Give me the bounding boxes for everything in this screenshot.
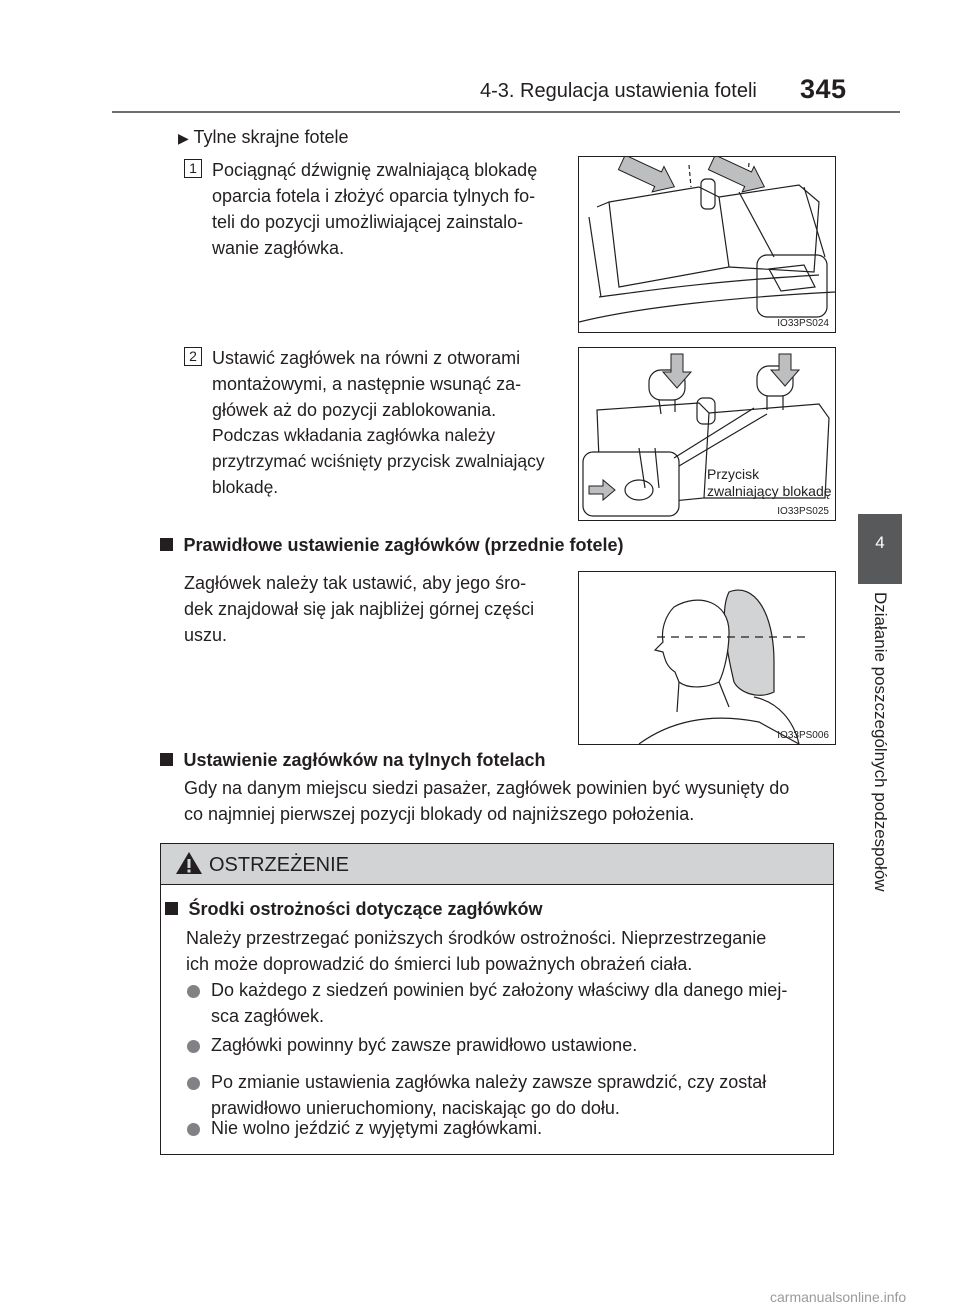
- figure-folded-seatbacks: [578, 156, 836, 333]
- callout-line: Przycisk: [707, 466, 760, 482]
- rear-heading: [178, 127, 349, 148]
- warning-intro-line: ich może doprowadzić do śmierci lub poważnych obrażeń ciała.: [186, 954, 693, 974]
- round-bullet-icon: [187, 985, 200, 998]
- step-2-note: [212, 422, 558, 500]
- front-line: Zagłówek należy tak ustawić, aby jego śro-: [184, 573, 527, 593]
- front-heading: [160, 535, 624, 556]
- rear-setting-heading-text: Ustawienie zagłówków na tylnych fotelach: [183, 750, 546, 770]
- step-1-line: wanie zagłówka.: [212, 238, 345, 258]
- watermark: carmanualsonline.info: [770, 1289, 907, 1305]
- chapter-side-label: [858, 592, 902, 932]
- rear-heading-text: Tylne skrajne fotele: [193, 127, 349, 147]
- callout-line: zwalniający blokadę: [707, 483, 832, 499]
- warning-intro-line: Należy przestrzegać poniższych środków ostrożności. Nieprzestrzeganie: [186, 928, 767, 948]
- warning-bullet-line: Nie wolno jeździć z wyjętymi zagłówkami.: [211, 1118, 543, 1138]
- step-2-line: montażowymi, a następnie wsunąć za-: [212, 374, 522, 394]
- front-text: [184, 570, 558, 648]
- front-line: dek znajdował się jak najbliżej górnej części: [184, 599, 535, 619]
- rear-seat-illustration: [579, 157, 835, 332]
- step-2-text: [212, 345, 558, 423]
- step-2-number-box: 2: [184, 347, 202, 366]
- triangle-bullet-icon: ▶: [178, 130, 189, 146]
- warning-bullet: [211, 1115, 816, 1141]
- rear-setting-heading: [160, 750, 546, 771]
- figure-front-headrest: [578, 571, 836, 745]
- round-bullet-icon: [187, 1077, 200, 1090]
- step-2-line: Ustawić zagłówek na równi z otworami: [212, 348, 521, 368]
- chapter-tab: 4: [858, 514, 902, 584]
- chapter-title: Działanie poszczególnych podzespołów: [871, 592, 890, 892]
- step-1-line: teli do pozycji umożliwiającej zainstalo-: [212, 212, 524, 232]
- warning-bullet-line: Do każdego z siedzeń powinien być założony właściwy dla danego miej-: [211, 980, 788, 1000]
- front-headrest-illustration: [579, 572, 835, 744]
- warning-box: [160, 843, 834, 1155]
- step-2-note-line: blokadę.: [212, 477, 279, 497]
- warning-bullet-line: Po zmianie ustawienia zagłówka należy zawsze sprawdzić, czy został: [211, 1072, 767, 1092]
- release-button-callout: [707, 466, 832, 500]
- rear-setting-line: co najmniej pierwszej pozycji blokady od najniższego położenia.: [184, 804, 695, 824]
- front-line: uszu.: [184, 625, 228, 645]
- step-1-line: Pociągnąć dźwignię zwalniającą blokadę: [212, 160, 538, 180]
- header-rule: [112, 111, 900, 113]
- warning-bullet: [211, 1069, 816, 1121]
- section-title: 4-3. Regulacja ustawienia foteli: [480, 80, 757, 102]
- square-bullet-icon: [165, 902, 178, 915]
- square-bullet-icon: [160, 538, 173, 551]
- square-bullet-icon: [160, 753, 173, 766]
- warning-bullet: [211, 1032, 816, 1058]
- warning-subheading: [165, 899, 543, 920]
- step-1-number-box: 1: [184, 159, 202, 178]
- warning-title: OSTRZEŻENIE: [209, 854, 350, 876]
- warning-bullet-line: Zagłówki powinny być zawsze prawidłowo ustawione.: [211, 1035, 638, 1055]
- warning-bullet-line: sca zagłówek.: [211, 1006, 325, 1026]
- figure-code: IO33PS024: [777, 318, 829, 329]
- step-1-text: [212, 157, 558, 261]
- warning-intro: [186, 925, 816, 977]
- page-number: 345: [800, 74, 847, 104]
- figure-headrest-install: [578, 347, 836, 521]
- step-2-line: główek aż do pozycji zablokowania.: [212, 400, 497, 420]
- warning-subheading-text: Środki ostrożności dotyczące zagłówków: [188, 899, 543, 919]
- warning-header: [161, 844, 833, 885]
- step-1-line: oparcia fotela i złożyć oparcia tylnych fo-: [212, 186, 536, 206]
- warning-triangle-icon: [175, 850, 203, 876]
- warning-bullet: [211, 977, 816, 1029]
- step-2-note-line: Podczas wkładania zagłówka należy: [212, 425, 496, 445]
- figure-code: IO33PS025: [777, 506, 829, 517]
- front-heading-text: Prawidłowe ustawienie zagłówków (przednie fotele): [183, 535, 624, 555]
- step-2-note-line: przytrzymać wciśnięty przycisk zwalniający: [212, 451, 545, 471]
- round-bullet-icon: [187, 1123, 200, 1136]
- rear-setting-line: Gdy na danym miejscu siedzi pasażer, zagłówek powinien być wysunięty do: [184, 778, 790, 798]
- warning-bullet-line: prawidłowo unieruchomiony, naciskając go do dołu.: [211, 1098, 620, 1118]
- round-bullet-icon: [187, 1040, 200, 1053]
- rear-setting-text: [184, 775, 834, 827]
- figure-code: IO33PS006: [777, 730, 829, 741]
